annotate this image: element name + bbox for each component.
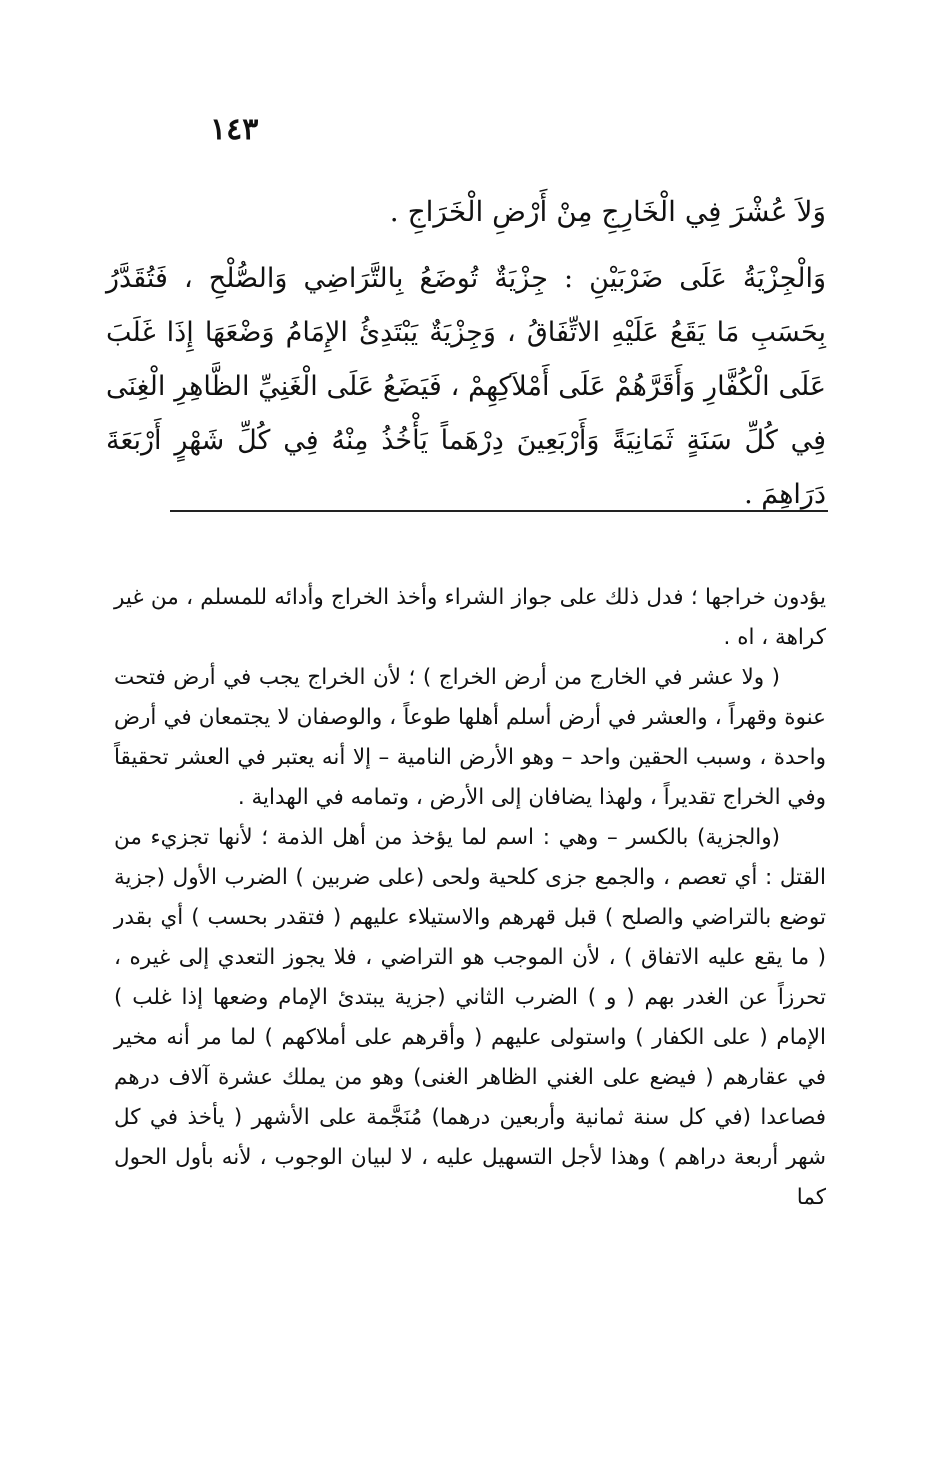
matn-paragraph: وَالْجِزْيَةُ عَلَى ضَرْبَيْنِ : جِزْيَةٌ تُوضَعُ بِالتَّرَاضِي وَالصُّلْحِ ، فَتُقَدَّرُ بِحَسَبِ مَا يَقَعُ عَلَيْهِ الاتِّفَاقُ ، وَجِزْيَةٌ يَبْتَدِئُ الإِمَامُ وَضْعَهَا إِذَا غَلَبَ عَلَى الْكُفَّارِ وَأَقَرَّهُمْ عَلَى أَمْلاَكِهِمْ ، فَيَضَعُ عَلَى الْغَنِيِّ الظَّاهِرِ الْغِنَى فِي كُلِّ سَنَةٍ ثَمَانِيَةً وَأَرْبَعِينَ دِرْهَماً يَأْخُذُ مِنْهُ فِي كُلِّ شَهْرٍ أَرْبَعَةَ دَرَاهِمَ . [106, 263, 826, 510]
page-number: ١٤٣ [210, 112, 259, 147]
footnote-divider [170, 510, 828, 512]
matn-heading: وَلاَ عُشْرَ فِي الْخَارِجِ مِنْ أَرْضِ الْخَرَاجِ . [389, 195, 826, 228]
commentary-paragraph: (والجزية) بالكسر – وهي : اسم لما يؤخذ من أهل الذمة ؛ لأنها تجزيء من القتل : أي تعصم ، والجمع جزى كلحية ولحى (على ضربين ) الضرب الأول (جزية توضع بالتراضي والصلح ) قبل قهرهم والاستيلاء عليهم ( فتقدر بحسب ) أي بقدر ( ما يقع عليه الاتفاق ) ، لأن الموجب هو التراضي ، فلا يجوز التعدي إلى غيره ، تحرزاً عن الغدر بهم ( و ) الضرب الثاني (جزية يبتدئ الإمام وضعها إذا غلب ) الإمام ( على الكفار ) واستولى عليهم ( وأقرهم على أملاكهم ) لما مر أنه مخير في عقارهم ( فيضع على الغني الظاهر الغنى) وهو من يملك عشرة آلاف درهم فصاعدا (في كل سنة ثمانية وأربعين درهما) مُنَجَّمة على الأشهر ( يأخذ في كل شهر أربعة دراهم ) وهذا لأجل التسهيل عليه ، لا لبيان الوجوب ، لأنه بأول الحول كما [114, 825, 826, 1210]
commentary-section [114, 578, 826, 1218]
commentary-paragraph: ( ولا عشر في الخارج من أرض الخراج ) ؛ لأن الخراج يجب في أرض فتحت عنوة وقهراً ، والعشر في أرض أسلم أهلها طوعاً ، والوصفان لا يجتمعان في أرض واحدة ، وسبب الحقين واحد – وهو الأرض النامية – إلا أنه يعتبر في العشر تحقيقاً وفي الخراج تقديراً ، ولهذا يضافان إلى الأرض ، وتمامه في الهداية . [114, 665, 826, 810]
commentary-paragraph: يؤدون خراجها ؛ فدل ذلك على جواز الشراء وأخذ الخراج وأدائه للمسلم ، من غير كراهة ، اه . [114, 585, 826, 650]
